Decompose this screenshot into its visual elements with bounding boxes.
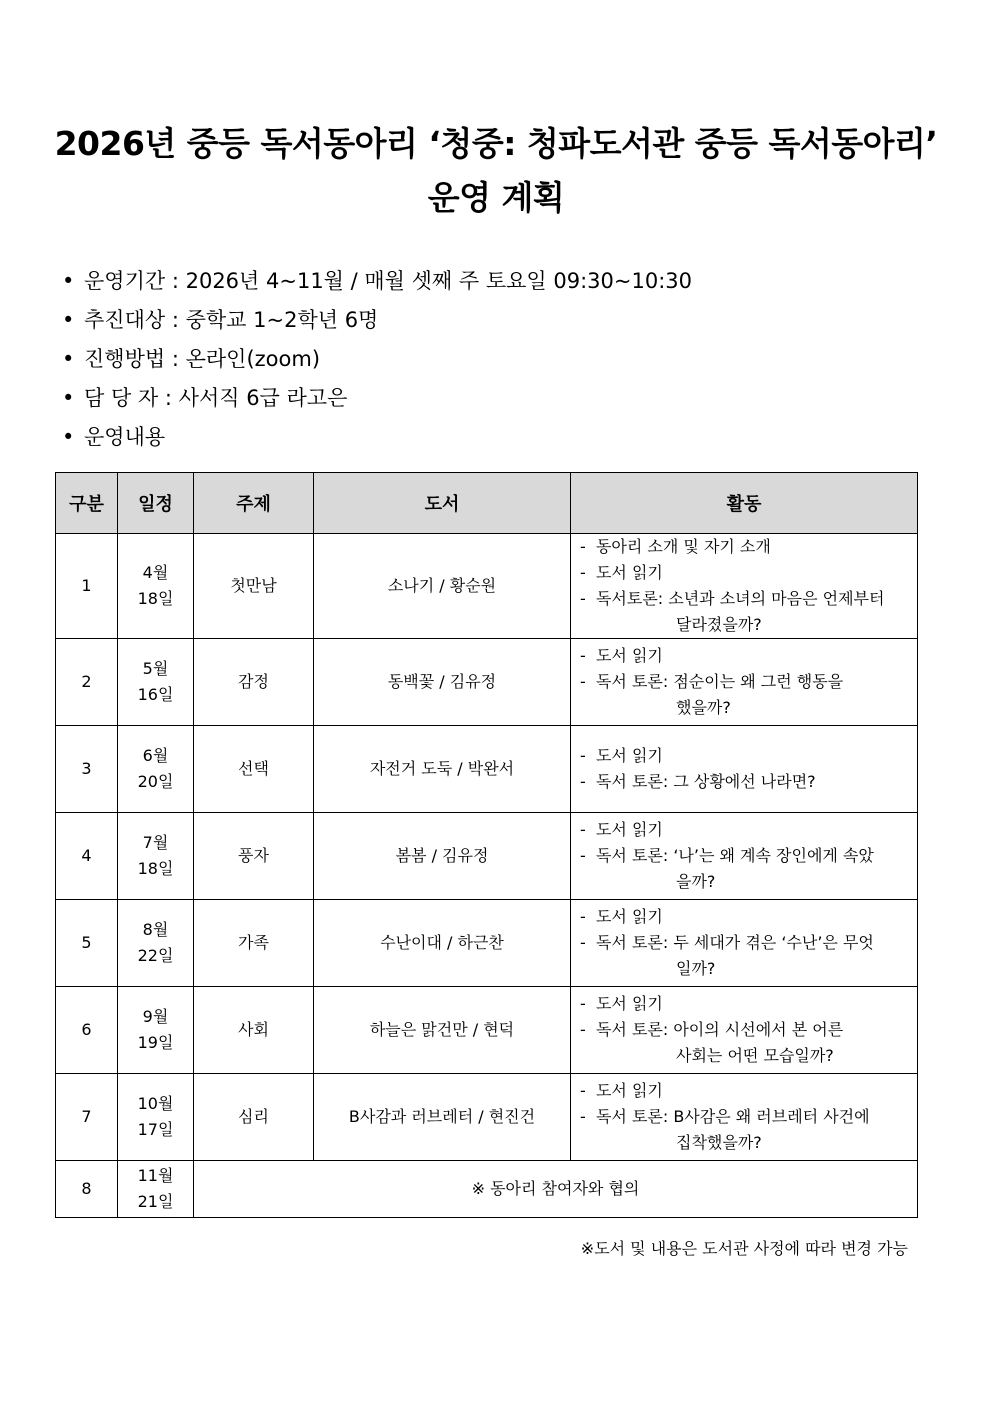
bullet-icon: • [62, 269, 75, 293]
footnote: ※도서 및 내용은 도서관 사정에 따라 변경 가능 [580, 1239, 908, 1258]
info-item [62, 418, 692, 457]
cell-no: 7 [56, 1074, 118, 1161]
cell-activity: - 도서 읽기 - 독서 토론: 아이의 시선에서 본 어른 사회는 어떤 모습일까? [571, 987, 918, 1074]
info-value: 중학교 1~2학년 6명 [185, 308, 379, 332]
cell-activity: - 도서 읽기 - 독서 토론: 점순이는 왜 그런 행동을 했을까? [571, 639, 918, 726]
table-row [56, 534, 918, 639]
cell-no: 5 [56, 900, 118, 987]
cell-book: 소나기 / 황순원 [314, 534, 571, 639]
cell-no: 8 [56, 1161, 118, 1218]
cell-no: 2 [56, 639, 118, 726]
header-date: 일정 [118, 473, 194, 534]
cell-book: 수난이대 / 하근찬 [314, 900, 571, 987]
cell-date: 10월 17일 [118, 1074, 194, 1161]
cell-topic: 사회 [194, 987, 314, 1074]
table-row [56, 726, 918, 813]
cell-no: 3 [56, 726, 118, 813]
cell-activity: - 도서 읽기 - 독서 토론: ‘나’는 왜 계속 장인에게 속았 을까? [571, 813, 918, 900]
info-item: • 담 당 자 : 사서직 6급 라고은 [62, 379, 692, 418]
cell-date: 9월 19일 [118, 987, 194, 1074]
cell-book: 하늘은 맑건만 / 현덕 [314, 987, 571, 1074]
info-item: • 운영기간 : 2026년 4~11월 / 매월 셋째 주 토요일 09:30~10:30 [62, 262, 692, 301]
cell-book: 봄봄 / 김유정 [314, 813, 571, 900]
bullet-icon: • [62, 386, 75, 410]
table-row [56, 813, 918, 900]
header-no: 구분 [56, 473, 118, 534]
cell-date: 7월 18일 [118, 813, 194, 900]
info-label: 추진대상 [84, 308, 166, 332]
header-activity: 활동 [571, 473, 918, 534]
page-title: 2026년 중등 독서동아리 ‘청중: 청파도서관 중등 독서동아리’ [54, 124, 938, 163]
info-item: • 진행방법 : 온라인(zoom) [62, 340, 692, 379]
info-value: 온라인(zoom) [185, 347, 321, 371]
cell-date: 4월 18일 [118, 534, 194, 639]
cell-topic: 선택 [194, 726, 314, 813]
schedule-table [55, 472, 918, 1218]
cell-topic: 가족 [194, 900, 314, 987]
info-item: • 추진대상 : 중학교 1~2학년 6명 [62, 301, 692, 340]
table-header-row [56, 473, 918, 534]
cell-topic: 감정 [194, 639, 314, 726]
cell-book: B사감과 러브레터 / 현진건 [314, 1074, 571, 1161]
cell-book: 동백꽃 / 김유정 [314, 639, 571, 726]
cell-no: 6 [56, 987, 118, 1074]
cell-date: 5월 16일 [118, 639, 194, 726]
bullet-icon: • [62, 425, 75, 449]
cell-topic: 풍자 [194, 813, 314, 900]
header-book: 도서 [314, 473, 571, 534]
table-row [56, 900, 918, 987]
cell-date: 6월 20일 [118, 726, 194, 813]
cell-activity: - 동아리 소개 및 자기 소개 - 도서 읽기 - 독서토론: 소년과 소녀의 마음은 언제부터 달라졌을까? [571, 534, 918, 639]
cell-date: 8월 22일 [118, 900, 194, 987]
table-row [56, 1161, 918, 1218]
info-label: 담 당 자 [84, 386, 159, 410]
table-row [56, 987, 918, 1074]
cell-activity: - 도서 읽기 - 독서 토론: 두 세대가 겪은 ‘수난’은 무엇 일까? [571, 900, 918, 987]
info-value: 2026년 4~11월 / 매월 셋째 주 토요일 09:30~10:30 [185, 269, 693, 293]
cell-book: 자전거 도둑 / 박완서 [314, 726, 571, 813]
bullet-icon: • [62, 308, 75, 332]
cell-date: 11월 21일 [118, 1161, 194, 1218]
header-topic: 주제 [194, 473, 314, 534]
cell-activity: - 도서 읽기 - 독서 토론: B사감은 왜 러브레터 사건에 집착했을까? [571, 1074, 918, 1161]
info-value: 사서직 6급 라고은 [178, 386, 348, 410]
bullet-icon: • [62, 347, 75, 371]
cell-topic: 첫만남 [194, 534, 314, 639]
info-label: 운영기간 [84, 269, 166, 293]
table-row [56, 639, 918, 726]
cell-activity: - 도서 읽기 - 독서 토론: 그 상황에선 나라면? [571, 726, 918, 813]
cell-no: 1 [56, 534, 118, 639]
cell-topic: 심리 [194, 1074, 314, 1161]
info-label: 진행방법 [84, 347, 166, 371]
table-row [56, 1074, 918, 1161]
page-subtitle: 운영 계획 [427, 178, 565, 217]
info-list [62, 262, 692, 457]
cell-no: 4 [56, 813, 118, 900]
cell-note: ※ 동아리 참여자와 협의 [194, 1161, 918, 1218]
info-label: 운영내용 [84, 425, 166, 449]
